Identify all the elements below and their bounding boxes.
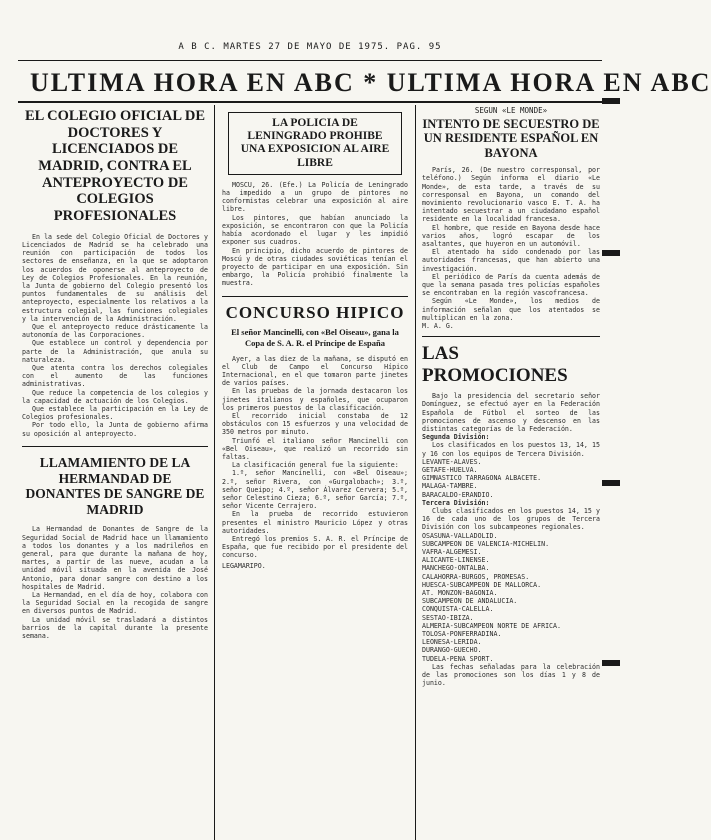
bayona-signature: M. A. G. [422,321,454,330]
column-1 [22,108,208,836]
list-item: CALAHORRA-BURGOS, PROMESAS. [422,572,530,581]
list-item: HUESCA-SUBCAMPEON DE MALLORCA. [422,580,542,589]
list-item: MANCHEGO-ONTALBA. [422,564,490,573]
blood-donors-headline: LLAMAMIENTO DE LA HERMANDAD DE DONANTES DE SANGRE DE MADRID [25,455,205,517]
leningrad-headline: LA POLICIA DE LENINGRADO PROHIBE UNA EXPOSICION AL AIRE LIBRE [240,117,390,169]
paragraph: En la sede del Colegio Oficial de Doctores y Licenciados de Madrid se ha celebrado una reunión con participación de todos los sectores de enseñanza, en la que se adoptaron los acuerdos de oponerse al anteproyecto de Ley de Colegios Profesionales. En la reunión, la Junta de gobierno del Colegio presentó los puntos fundamentales de su análisis del anteproyecto, especialmente los relativos a la estructura colegial, las funciones colegiales y la intervención de la Administración. [22,232,208,323]
article-rule [422,336,600,338]
article-rule [22,446,208,448]
list-item: SESTAO-IBIZA. [422,613,474,622]
column-3 [422,106,600,836]
leningrad-box [228,112,402,175]
horse-show-body [222,355,408,560]
column-2 [222,108,408,836]
list-item: AT. MONZON-BAGONIA. [422,589,498,598]
leningrad-body [222,181,408,288]
edge-marker [602,480,620,486]
edge-marker [602,98,620,104]
paragraph: En principio, dicho acuerdo de pintores de Moscú y de otras ciudades soviéticas tenían el proyecto de participar en una exposición. Sin embargo, la Policía prohibió finalmente la muestra. [222,246,408,288]
paragraph: París, 26. (De nuestro corresponsal, por teléfono.) Según informa el diario «Le Monde», de esta tarde, a través de su corresponsal en Bayona, un comando del movimiento revolucionario vasco E. T. A. ha intentado secuestrar a un ciudadano español residente en la localidad francesa. [422,166,600,224]
paragraph: Bajo la presidencia del secretario señor Domínguez, se efectuó ayer en la Federación Española de Fútbol el sorteo de las promociones de ascenso y descenso en las distintas categorías de la Federación. [422,392,600,433]
paragraph: La Hermandad, en el día de hoy, colabora con la Seguridad Social en la recogida de sangre en diversos puntos de Madrid. [22,590,208,616]
list-item: TUDELA-PENA SPORT. [422,654,494,663]
paragraph: La clasificación general fue la siguiente: [232,461,399,470]
paragraph: Entregó los premios S. A. R. el Príncipe de España, que fue recibido por el presidente del concurso. [222,535,408,560]
paragraph: En las pruebas de la jornada destacaron los jinetes italianos y españoles, que ocuparon los primeros puestos de la clasificación. [222,387,408,412]
paragraph: Las fechas señaladas para la celebración de las promociones son los días 1 y 8 de junio. [422,662,600,688]
paragraph: Los clasificados en los puestos 13, 14, 15 y 16 con los equipos de Tercera División. [422,441,600,458]
list-item: ALICANTE-LINENSE. [422,556,490,565]
list-item: GIMNASTICO TARRAGONA ALBACETE. [422,474,542,483]
list-item: OSASUNA-VALLADOLID. [422,531,498,540]
edge-marker [602,660,620,666]
horse-show-signature: LEGAMARIPO. [222,561,266,570]
promotions-closing [422,663,600,688]
list-item: BARACALDO-ERANDIO. [422,490,494,499]
edge-marker [602,250,620,256]
column-divider-2 [415,105,416,840]
second-division-text [422,441,600,457]
column-divider-1 [214,105,215,840]
paragraph: El hombre, que reside en Bayona desde hace varios años, logró escapar de los asaltantes, que huyeron en un automóvil. [422,223,600,248]
doctors-college-body [22,233,208,438]
promotions-headline: LAS PROMOCIONES [422,343,568,387]
paragraph: Clubs clasificados en los puestos 14, 15 y 16 de cada uno de los grupos de Tercera División con los subcampeones regionales. [422,507,600,532]
second-division-title: Segunda División: [422,433,490,442]
paragraph: 1.º, señor Mancinelli, con «Bel Oiseau»; 2.º, señor Rivera, con «Gurgalobach»; 3.º, señor Queipo; 4.º, señor Álvarez Cervera; 5.º, señor Celestino Cieza; 6.º, señor García; 7.º, señor Vicente Cerrajero. [222,469,408,511]
second-division-teams [422,458,600,499]
list-item: LEVANTE-ALAVES. [422,457,482,466]
header-rule [18,60,602,61]
list-item: LEONESA-LERIDA. [422,638,482,647]
blood-donors-body [22,525,208,640]
paragraph: Que el anteproyecto reduce drásticamente la autonomía de las Corporaciones. [22,322,208,340]
paragraph: La Hermandad de Donantes de Sangre de la Seguridad Social de Madrid hace un llamamiento a todos los donantes y a los madrileños en general, para que durante la mañana de hoy, martes, a partir de las nueve, acudan a la unidad móvil situada en la avenida de José Antonio, para donar sangre con destino a los hospitales de Madrid. [22,525,208,591]
paragraph: Que atenta contra los derechos colegiales con el aumento de las funciones administrativas. [22,363,208,389]
third-division-title: Tercera División: [422,498,490,507]
third-division-text [422,507,600,532]
paragraph: Triunfó el italiano señor Mancinelli con «Bel Oiseau», que realizó un recorrido sin faltas. [222,436,408,461]
promotions-intro [422,392,600,433]
paragraph: En la prueba de recorrido estuvieron presentes el ministro Mauricio López y otras autoridades. [222,510,408,535]
list-item: SUBCAMPEON DE ANDALUCIA. [422,597,518,606]
paragraph: La unidad móvil se trasladará a distintos barrios de la capital durante la presente semana. [22,615,208,640]
paragraph: El atentado ha sido condenado por las autoridades francesas, que han abierto una investigación. [422,248,600,273]
paragraph: Los pintores, que habían anunciado la exposición, se encontraron con que la Policía había acordonado el lugar y les impidió exponer sus cuadros. [222,213,408,247]
paragraph: Según «Le Monde», los medios de información señalan que los atentados se multiplican en la zona. [422,297,600,322]
le-monde-kicker: SEGUN «LE MONDE» [474,106,548,115]
page-running-header: A B C. MARTES 27 DE MAYO DE 1975. PAG. 95 [178,42,442,52]
list-item: VAFRA-ALGEMESI. [422,548,482,557]
list-item: MALAGA-TAMBRE. [422,482,478,491]
paragraph: Ayer, a las diez de la mañana, se disputó en el Club de Campo el Concurso Hípico Internacional, en el que tomaron parte jinetes de varios países. [222,354,408,388]
article-rule [222,296,408,298]
list-item: TOLOSA-PONFERRADINA. [422,630,502,639]
bayona-body [422,166,600,322]
horse-show-headline: CONCURSO HIPICO [225,303,405,323]
list-item: ALMERIA-SUBCAMPEON NORTE DE AFRICA. [422,621,561,630]
list-item: DURANGO-GUECHO. [422,646,482,655]
last-hour-banner: ULTIMA HORA EN ABC * ULTIMA HORA EN ABC [30,68,711,97]
paragraph: Que reduce la competencia de los colegios y la capacidad de actuación de los Colegios. [22,388,208,405]
banner-rule [18,101,602,103]
list-item: GETAFE-HUELVA. [422,466,478,474]
doctors-college-headline: EL COLEGIO OFICIAL DE DOCTORES Y LICENCIADOS DE MADRID, CONTRA EL ANTEPROYECTO DE COLEGIOS PROFESIONALES [24,108,206,225]
paragraph: Por todo ello, la Junta de gobierno afirma su oposición al anteproyecto. [22,421,208,438]
paragraph: El periódico de París da cuenta además de que la semana pasada tres policías españoles se encontraban en la región vascofrancesa. [422,272,600,298]
paragraph: Que establece la participación en la Ley de Colegios profesionales. [22,404,208,422]
third-division-teams [422,532,600,663]
list-item: SUBCAMPEON DE VALENCIA-MICHELIN. [422,539,550,548]
paragraph: El recorrido inicial constaba de 12 obstáculos con 15 esfuerzos y una velocidad de 350 metros por minuto. [222,411,408,437]
paragraph: Que establece un control y dependencia por parte de la Administración, que anula su naturaleza. [22,339,208,364]
horse-show-subheadline: El señor Mancinelli, con «Bel Oiseau», gana la Copa de S. A. R. el Príncipe de España [231,326,399,348]
list-item: CONQUISTA-CALELLA. [422,605,494,614]
paragraph: MOSCU, 26. (Efe.) La Policía de Leningrado ha impedido a un grupo de pintores no conformistas celebrar una exposición al aire libre. [222,180,408,214]
bayona-headline: INTENTO DE SECUESTRO DE UN RESIDENTE ESPAÑOL EN BAYONA [422,117,600,160]
